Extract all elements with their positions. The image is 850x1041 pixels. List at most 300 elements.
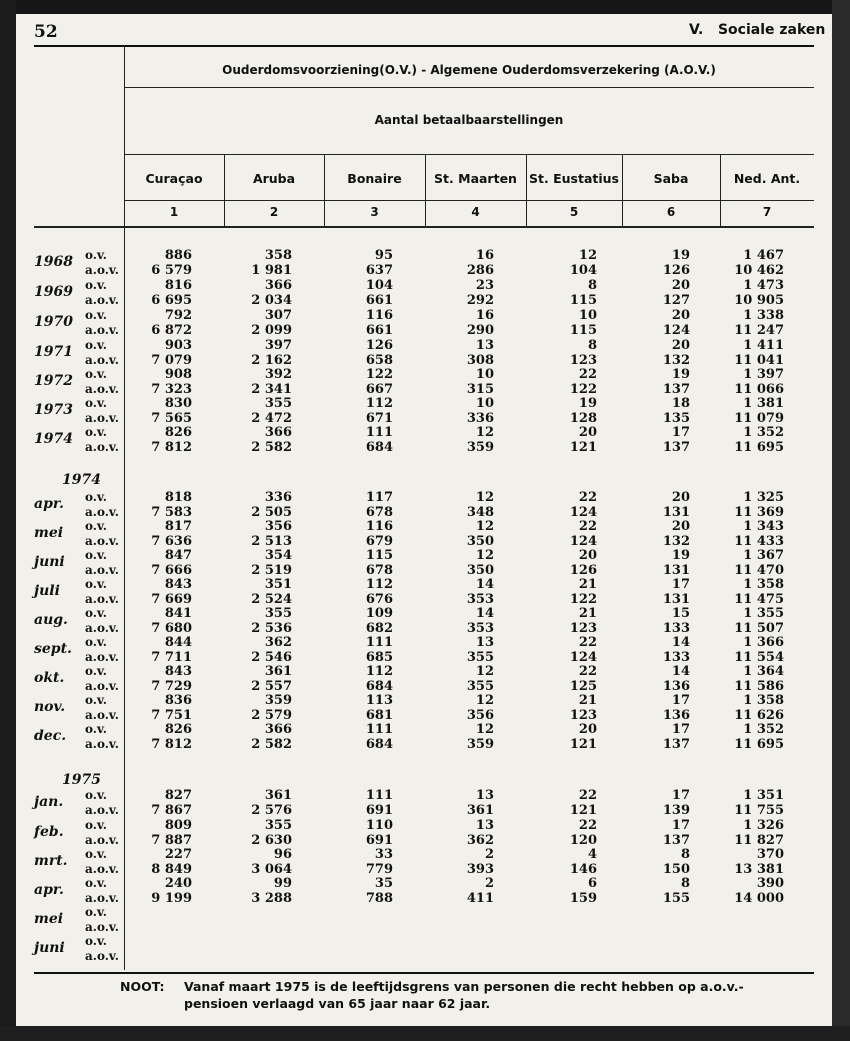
cell-aov: 2 579 — [251, 708, 292, 723]
scan-border-left — [0, 0, 16, 1041]
cell-ov: 307 — [264, 308, 292, 323]
cell-aov: 136 — [662, 708, 690, 723]
cell-aov: 126 — [569, 563, 597, 578]
cell-ov: 17 — [671, 577, 690, 592]
cell-aov: 2 519 — [251, 563, 292, 578]
cell-ov: 17 — [671, 788, 690, 803]
cell-ov: 19 — [671, 548, 690, 563]
header-rule-bottom — [34, 226, 814, 228]
cell-ov: 816 — [164, 278, 192, 293]
cell-ov: 361 — [264, 788, 292, 803]
row-type-aov: a.o.v. — [85, 440, 119, 454]
cell-ov: 21 — [578, 606, 597, 621]
cell-aov: 7 887 — [151, 833, 192, 848]
cell-ov: 844 — [164, 635, 192, 650]
cell-aov: 7 636 — [151, 534, 192, 549]
cell-aov: 359 — [466, 440, 494, 455]
cell-ov: 1 364 — [743, 664, 784, 679]
cell-ov: 240 — [164, 876, 192, 891]
sub-header: Aantal betaalbaarstellingen — [374, 113, 564, 127]
footnote — [120, 978, 744, 1012]
row-type-aov: a.o.v. — [85, 650, 119, 664]
cell-ov: 111 — [365, 722, 393, 737]
cell-aov: 125 — [569, 679, 597, 694]
cell-ov: 20 — [578, 425, 597, 440]
column-header: Aruba — [252, 171, 296, 186]
cell-aov: 139 — [662, 803, 690, 818]
cell-aov: 2 034 — [251, 293, 292, 308]
cell-aov: 2 546 — [251, 650, 292, 665]
cell-ov: 826 — [164, 722, 192, 737]
row-label: juli — [34, 583, 60, 599]
scan-border-top — [0, 0, 850, 14]
header-rule-2 — [124, 154, 814, 155]
row-label: dec. — [34, 728, 67, 744]
cell-ov: 19 — [671, 367, 690, 382]
cell-ov: 126 — [365, 338, 393, 353]
cell-aov: 11 433 — [734, 534, 784, 549]
cell-ov: 20 — [578, 548, 597, 563]
cell-aov: 137 — [662, 382, 690, 397]
row-label: 1970 — [34, 314, 73, 330]
cell-ov: 830 — [164, 396, 192, 411]
cell-aov: 681 — [365, 708, 393, 723]
row-type-ov: o.v. — [85, 396, 107, 410]
cell-ov: 336 — [264, 490, 292, 505]
cell-ov: 1 467 — [743, 248, 784, 263]
cell-aov: 122 — [569, 382, 597, 397]
cell-ov: 1 358 — [743, 577, 784, 592]
cell-ov: 112 — [365, 664, 393, 679]
cell-ov: 111 — [365, 425, 393, 440]
cell-aov: 146 — [569, 862, 597, 877]
cell-ov: 22 — [578, 519, 597, 534]
column-number: 3 — [370, 205, 379, 219]
row-type-aov: a.o.v. — [85, 323, 119, 337]
cell-ov: 1 397 — [743, 367, 784, 382]
cell-ov: 366 — [264, 722, 292, 737]
cell-aov: 135 — [662, 411, 690, 426]
row-type-aov: a.o.v. — [85, 862, 119, 876]
cell-ov: 356 — [264, 519, 292, 534]
cell-ov: 1 355 — [743, 606, 784, 621]
cell-aov: 684 — [365, 440, 393, 455]
row-label: mei — [34, 911, 64, 927]
cell-ov: 908 — [164, 367, 192, 382]
cell-ov: 1 352 — [743, 722, 784, 737]
footnote-line1: Vanaf maart 1975 is de leeftijdsgrens van personen die recht hebben op a.o.v.- — [184, 979, 744, 994]
cell-ov: 96 — [273, 847, 292, 862]
cell-ov: 1 343 — [743, 519, 784, 534]
cell-aov: 2 505 — [251, 505, 292, 520]
cell-ov: 836 — [164, 693, 192, 708]
cell-aov: 11 586 — [734, 679, 784, 694]
cell-ov: 826 — [164, 425, 192, 440]
cell-aov: 1 981 — [251, 263, 292, 278]
cell-aov: 290 — [466, 323, 494, 338]
cell-ov: 817 — [164, 519, 192, 534]
cell-aov: 11 695 — [734, 440, 784, 455]
cell-ov: 355 — [264, 396, 292, 411]
column-number: 6 — [666, 205, 676, 219]
cell-aov: 10 905 — [734, 293, 784, 308]
cell-ov: 1 352 — [743, 425, 784, 440]
cell-ov: 351 — [264, 577, 292, 592]
row-type-ov: o.v. — [85, 818, 107, 832]
cell-ov: 2 — [484, 876, 494, 891]
cell-ov: 10 — [578, 308, 597, 323]
cell-aov: 678 — [365, 563, 393, 578]
cell-ov: 112 — [365, 396, 393, 411]
cell-aov: 6 695 — [151, 293, 192, 308]
cell-aov: 2 341 — [251, 382, 292, 397]
cell-aov: 788 — [365, 891, 393, 906]
row-label: okt. — [34, 670, 65, 686]
cell-ov: 818 — [164, 490, 192, 505]
column-number: 2 — [269, 205, 279, 219]
cell-aov: 2 513 — [251, 534, 292, 549]
row-type-aov: a.o.v. — [85, 411, 119, 425]
cell-aov: 678 — [365, 505, 393, 520]
cell-ov: 113 — [365, 693, 393, 708]
cell-aov: 6 579 — [151, 263, 192, 278]
cell-ov: 12 — [578, 248, 597, 263]
cell-aov: 11 369 — [734, 505, 784, 520]
cell-aov: 353 — [466, 592, 494, 607]
cell-aov: 336 — [466, 411, 494, 426]
row-type-aov: a.o.v. — [85, 382, 119, 396]
row-type-aov: a.o.v. — [85, 621, 119, 635]
cell-ov: 116 — [365, 519, 393, 534]
cell-aov: 11 626 — [734, 708, 784, 723]
row-type-aov: a.o.v. — [85, 737, 119, 751]
cell-aov: 7 729 — [151, 679, 192, 694]
cell-ov: 359 — [264, 693, 292, 708]
cell-aov: 308 — [466, 353, 494, 368]
cell-aov: 7 583 — [151, 505, 192, 520]
cell-aov: 121 — [569, 440, 597, 455]
cell-ov: 17 — [671, 425, 690, 440]
cell-aov: 122 — [569, 592, 597, 607]
cell-aov: 661 — [365, 323, 393, 338]
cell-aov: 11 041 — [734, 353, 784, 368]
cell-ov: 366 — [264, 278, 292, 293]
cell-aov: 411 — [466, 891, 494, 906]
cell-aov: 355 — [466, 679, 494, 694]
cell-ov: 115 — [365, 548, 393, 563]
cell-aov: 3 288 — [251, 891, 292, 906]
cell-aov: 667 — [365, 382, 393, 397]
cell-ov: 358 — [264, 248, 292, 263]
cell-aov: 128 — [569, 411, 597, 426]
cell-ov: 843 — [164, 577, 192, 592]
cell-ov: 1 325 — [743, 490, 784, 505]
row-label: juni — [34, 554, 65, 570]
row-type-ov: o.v. — [85, 248, 107, 262]
cell-ov: 17 — [671, 693, 690, 708]
cell-aov: 10 462 — [734, 263, 784, 278]
column-number: 4 — [471, 205, 480, 219]
cell-ov: 16 — [475, 248, 494, 263]
cell-ov: 12 — [475, 548, 494, 563]
cell-aov: 2 099 — [251, 323, 292, 338]
cell-aov: 115 — [569, 323, 597, 338]
cell-ov: 1 381 — [743, 396, 784, 411]
scan-border-right — [832, 0, 850, 1041]
cell-aov: 3 064 — [251, 862, 292, 877]
row-label: apr. — [34, 496, 64, 512]
cell-aov: 684 — [365, 737, 393, 752]
cell-aov: 124 — [569, 650, 597, 665]
cell-ov: 22 — [578, 818, 597, 833]
cell-ov: 20 — [671, 519, 690, 534]
cell-aov: 682 — [365, 621, 393, 636]
cell-aov: 133 — [662, 650, 690, 665]
cell-ov: 110 — [365, 818, 393, 833]
cell-ov: 20 — [578, 722, 597, 737]
cell-aov: 11 247 — [734, 323, 784, 338]
cell-ov: 392 — [264, 367, 292, 382]
cell-ov: 22 — [578, 635, 597, 650]
cell-aov: 393 — [466, 862, 494, 877]
row-type-aov: a.o.v. — [85, 534, 119, 548]
cell-ov: 227 — [164, 847, 192, 862]
cell-ov: 111 — [365, 788, 393, 803]
cell-ov: 1 326 — [743, 818, 784, 833]
cell-aov: 11 507 — [734, 621, 784, 636]
cell-aov: 7 867 — [151, 803, 192, 818]
cell-aov: 121 — [569, 803, 597, 818]
cell-aov: 132 — [662, 534, 690, 549]
cell-aov: 121 — [569, 737, 597, 752]
cell-aov: 350 — [466, 563, 494, 578]
cell-aov: 150 — [662, 862, 690, 877]
cell-aov: 7 680 — [151, 621, 192, 636]
cell-ov: 362 — [264, 635, 292, 650]
cell-aov: 676 — [365, 592, 393, 607]
cell-ov: 12 — [475, 722, 494, 737]
cell-ov: 8 — [680, 847, 690, 862]
row-label: juni — [34, 940, 65, 956]
cell-ov: 17 — [671, 722, 690, 737]
cell-ov: 827 — [164, 788, 192, 803]
row-type-aov: a.o.v. — [85, 592, 119, 606]
cell-aov: 355 — [466, 650, 494, 665]
cell-aov: 2 557 — [251, 679, 292, 694]
row-type-ov: o.v. — [85, 905, 107, 919]
cell-aov: 315 — [466, 382, 494, 397]
main-header: Ouderdomsvoorziening(O.V.) - Algemene Ouderdomsverzekering (A.O.V.) — [222, 63, 716, 77]
cell-aov: 6 872 — [151, 323, 192, 338]
row-type-aov: a.o.v. — [85, 708, 119, 722]
row-type-ov: o.v. — [85, 693, 107, 707]
cell-aov: 7 323 — [151, 382, 192, 397]
cell-aov: 131 — [662, 592, 690, 607]
cell-aov: 779 — [365, 862, 393, 877]
cell-aov: 104 — [569, 263, 597, 278]
cell-aov: 292 — [466, 293, 494, 308]
cell-ov: 22 — [578, 490, 597, 505]
cell-ov: 19 — [671, 248, 690, 263]
cell-ov: 8 — [587, 278, 597, 293]
cell-aov: 661 — [365, 293, 393, 308]
cell-ov: 1 351 — [743, 788, 784, 803]
cell-aov: 2 162 — [251, 353, 292, 368]
cell-aov: 132 — [662, 353, 690, 368]
cell-aov: 123 — [569, 353, 597, 368]
cell-aov: 8 849 — [151, 862, 192, 877]
cell-ov: 8 — [680, 876, 690, 891]
cell-ov: 21 — [578, 577, 597, 592]
cell-aov: 11 827 — [734, 833, 784, 848]
header-rule-1 — [124, 87, 814, 88]
cell-aov: 115 — [569, 293, 597, 308]
cell-ov: 13 — [475, 818, 494, 833]
row-label: mei — [34, 525, 64, 541]
cell-aov: 7 711 — [151, 650, 192, 665]
row-label: nov. — [34, 699, 66, 715]
cell-aov: 2 582 — [251, 737, 292, 752]
cell-ov: 21 — [578, 693, 597, 708]
row-label: aug. — [34, 612, 68, 628]
cell-ov: 12 — [475, 693, 494, 708]
cell-ov: 17 — [671, 818, 690, 833]
cell-ov: 122 — [365, 367, 393, 382]
column-header: Bonaire — [347, 171, 402, 186]
cell-ov: 14 — [671, 635, 690, 650]
cell-ov: 20 — [671, 338, 690, 353]
cell-ov: 792 — [164, 308, 192, 323]
cell-ov: 35 — [374, 876, 393, 891]
row-type-aov: a.o.v. — [85, 803, 119, 817]
cell-ov: 6 — [587, 876, 597, 891]
cell-ov: 1 411 — [743, 338, 784, 353]
cell-aov: 124 — [569, 534, 597, 549]
cell-ov: 10 — [475, 396, 494, 411]
cell-aov: 7 812 — [151, 737, 192, 752]
row-type-ov: o.v. — [85, 788, 107, 802]
cell-ov: 841 — [164, 606, 192, 621]
row-type-ov: o.v. — [85, 338, 107, 352]
cell-aov: 11 695 — [734, 737, 784, 752]
footnote-key: NOOT: — [120, 979, 165, 994]
row-type-aov: a.o.v. — [85, 563, 119, 577]
cell-ov: 109 — [365, 606, 393, 621]
cell-aov: 7 079 — [151, 353, 192, 368]
cell-aov: 9 199 — [151, 891, 192, 906]
cell-ov: 1 358 — [743, 693, 784, 708]
cell-aov: 7 812 — [151, 440, 192, 455]
section-title: V. Sociale zaken — [689, 22, 826, 38]
cell-aov: 7 565 — [151, 411, 192, 426]
cell-aov: 348 — [466, 505, 494, 520]
cell-aov: 131 — [662, 563, 690, 578]
cell-aov: 123 — [569, 621, 597, 636]
cell-ov: 15 — [671, 606, 690, 621]
cell-aov: 362 — [466, 833, 494, 848]
cell-ov: 8 — [587, 338, 597, 353]
cell-aov: 124 — [662, 323, 690, 338]
cell-aov: 2 582 — [251, 440, 292, 455]
row-type-ov: o.v. — [85, 635, 107, 649]
row-type-ov: o.v. — [85, 425, 107, 439]
cell-ov: 10 — [475, 367, 494, 382]
cell-ov: 12 — [475, 519, 494, 534]
column-number: 1 — [169, 205, 179, 219]
cell-ov: 99 — [273, 876, 292, 891]
column-header: Curaçao — [145, 171, 203, 186]
cell-ov: 22 — [578, 788, 597, 803]
row-type-ov: o.v. — [85, 367, 107, 381]
cell-ov: 33 — [374, 847, 393, 862]
cell-aov: 7 669 — [151, 592, 192, 607]
cell-aov: 11 755 — [734, 803, 784, 818]
cell-aov: 671 — [365, 411, 393, 426]
cell-ov: 847 — [164, 548, 192, 563]
cell-ov: 1 473 — [743, 278, 784, 293]
cell-ov: 4 — [587, 847, 597, 862]
cell-aov: 11 470 — [734, 563, 784, 578]
cell-ov: 117 — [365, 490, 393, 505]
cell-ov: 361 — [264, 664, 292, 679]
row-type-ov: o.v. — [85, 847, 107, 861]
cell-ov: 2 — [484, 847, 494, 862]
row-type-ov: o.v. — [85, 606, 107, 620]
cell-ov: 1 338 — [743, 308, 784, 323]
cell-aov: 361 — [466, 803, 494, 818]
cell-aov: 159 — [569, 891, 597, 906]
bottom-rule — [34, 972, 814, 974]
cell-ov: 366 — [264, 425, 292, 440]
cell-ov: 104 — [365, 278, 393, 293]
cell-ov: 390 — [756, 876, 784, 891]
cell-aov: 350 — [466, 534, 494, 549]
cell-ov: 903 — [164, 338, 192, 353]
cell-ov: 809 — [164, 818, 192, 833]
cell-ov: 16 — [475, 308, 494, 323]
cell-ov: 14 — [475, 606, 494, 621]
cell-ov: 355 — [264, 606, 292, 621]
block-year-1975: 1975 — [62, 772, 101, 788]
row-type-ov: o.v. — [85, 664, 107, 678]
cell-aov: 286 — [466, 263, 494, 278]
cell-aov: 11 079 — [734, 411, 784, 426]
cell-aov: 637 — [365, 263, 393, 278]
top-rule — [34, 45, 814, 47]
cell-aov: 14 000 — [734, 891, 784, 906]
cell-ov: 397 — [264, 338, 292, 353]
cell-ov: 370 — [756, 847, 784, 862]
row-label: 1974 — [34, 431, 73, 447]
row-type-aov: a.o.v. — [85, 949, 119, 963]
cell-aov: 11 475 — [734, 592, 784, 607]
column-header: Ned. Ant. — [733, 171, 801, 186]
cell-ov: 111 — [365, 635, 393, 650]
cell-ov: 355 — [264, 818, 292, 833]
cell-aov: 679 — [365, 534, 393, 549]
cell-ov: 112 — [365, 577, 393, 592]
page-number: 52 — [34, 22, 58, 42]
cell-ov: 14 — [475, 577, 494, 592]
cell-aov: 2 472 — [251, 411, 292, 426]
cell-aov: 137 — [662, 737, 690, 752]
cell-ov: 20 — [671, 308, 690, 323]
cell-aov: 13 381 — [734, 862, 784, 877]
cell-aov: 11 554 — [734, 650, 784, 665]
row-type-ov: o.v. — [85, 722, 107, 736]
cell-ov: 13 — [475, 338, 494, 353]
cell-aov: 133 — [662, 621, 690, 636]
